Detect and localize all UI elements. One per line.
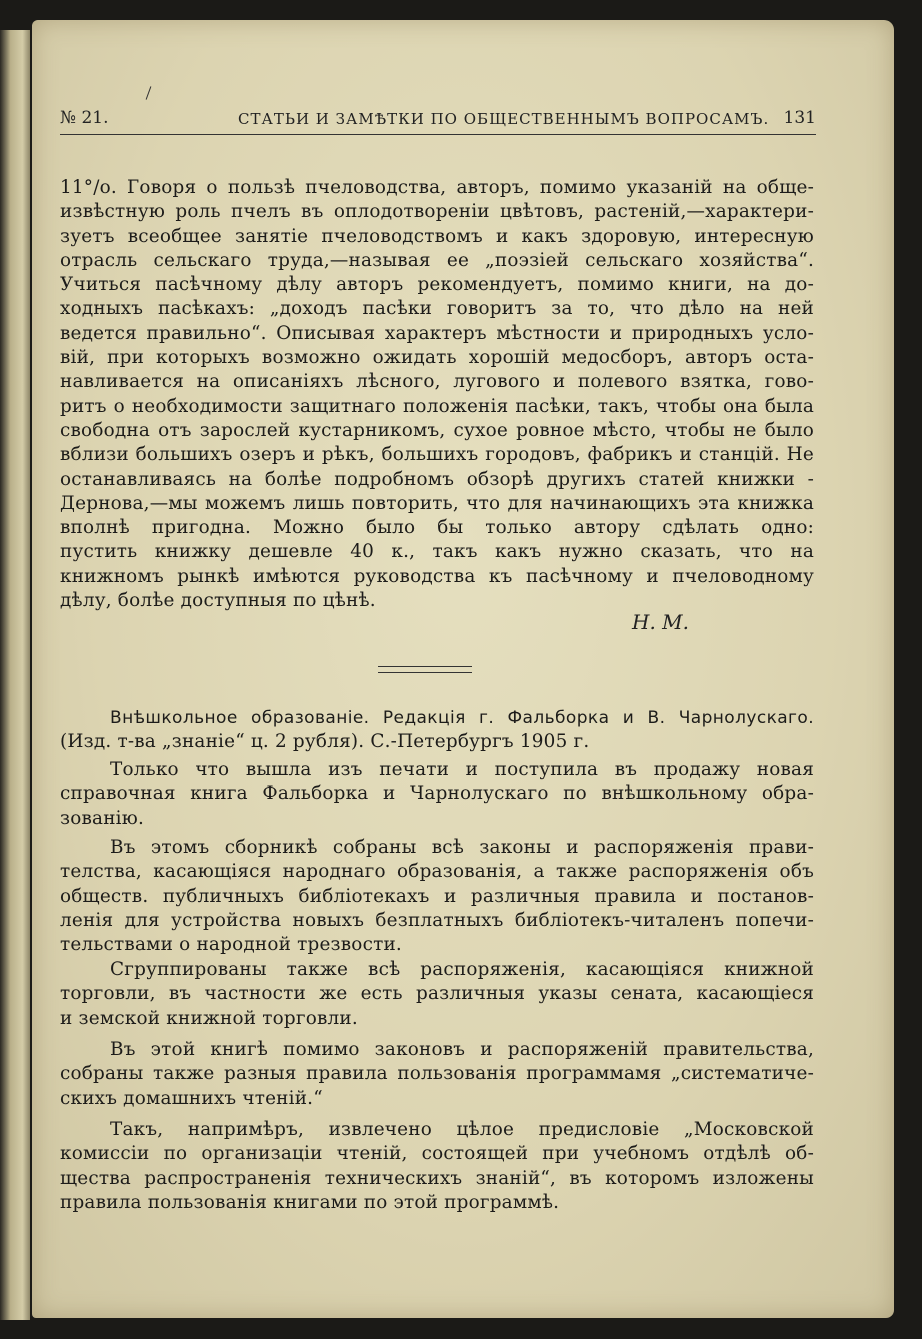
book-title-entry [60,706,814,755]
text-line: дѣлу, болѣе доступныя по цѣнѣ. [60,590,376,612]
text-line: скихъ домашнихъ чтеній.“ [60,1087,323,1109]
text-line: зованію. [60,807,145,829]
text-line: извѣстную роль пчелъ въ оплодотвореніи цвѣтовъ, растеній,—характери- [60,201,814,223]
text-line: Въ этой книгѣ помимо законовъ и распоряженій правительства, [110,1039,814,1060]
review-paragraph [60,836,814,957]
text-line: Учиться пасѣчному дѣлу авторъ рекомендуетъ, помимо книги, на до- [60,274,814,296]
author-signature: Н. М. [632,610,689,634]
text-line: тельствами о народной трезвости. [60,934,402,956]
text-line: отрасль сельскаго труда,—называя ее „поэзіей сельскаго хозяйства“. [60,249,814,271]
text-line: комиссіи по организаціи чтеній, состоящей при учебномъ отдѣлѣ об- [60,1143,814,1165]
text-line: Такъ, напримѣръ, извлечено цѣлое предисловіе „Московской [110,1119,814,1140]
text-line: вблизи большихъ озеръ и рѣкъ, большихъ городовъ, фабрикъ и станцій. Не [60,444,814,466]
text-line: останавливаясь на болѣе подробномъ обзорѣ другихъ статей книжки - [60,468,814,490]
text-line: свободна отъ зарослей кустарникомъ, сухое ровное мѣсто, чтобы не было [60,419,814,441]
text-line: ходныхъ пасѣкахъ: „доходъ пасѣки говоритъ за то, что дѣло на ней [60,298,814,320]
issue-number: № 21. [60,108,109,128]
review-paragraph [60,958,814,1031]
text-line: и земской книжной торговли. [60,1007,358,1029]
text-line: книжномъ рынкѣ имѣются руководства къ пасѣчному и пчеловодному [60,565,814,587]
text-line: Только что вышла изъ печати и поступила въ продажу новая [110,759,814,780]
text-line: Сгруппированы также всѣ распоряженія, касающіяся книжной [110,959,814,980]
book-title-line: Внѣшкольное образованіе. Редакція г. Фальборка и В. Чарнолускаго. [110,708,814,728]
section-divider [378,666,472,673]
page-number: 131 [783,108,816,128]
text-line: правила пользованія книгами по этой программѣ. [60,1191,560,1213]
section-title: СТАТЬИ И ЗАМѢТКИ ПО ОБЩЕСТВЕННЫМЪ ВОПРОСАМЪ. [238,110,770,128]
text-line: ленія для устройства новыхъ безплатныхъ библіотекъ-читаленъ попечи- [60,909,814,931]
book-imprint-line: (Изд. т-ва „знаніе“ ц. 2 рубля). С.-Петербургъ 1905 г. [60,731,590,753]
running-header [60,108,816,135]
review-paragraph [60,1118,814,1215]
text-line: телства, касающіяся народнаго образованія, а также распоряженія объ [60,861,814,883]
text-line: Въ этомъ сборникѣ собраны всѣ законы и распоряженія прави- [110,837,814,858]
text-line: ритъ о необходимости защитнаго положенія пасѣки, такъ, чтобы она была [60,395,814,417]
text-line: навливается на описаніяхъ лѣсного, лугового и полевого взятка, гово- [60,371,814,393]
text-line: пустить книжку дешевле 40 к., такъ какъ нужно сказать, что на [60,541,814,563]
text-line: обществ. публичныхъ библіотекахъ и различныя правила и постанов- [60,885,814,907]
text-line: Дернова,—мы можемъ лишь повторить, что для начинающихъ эта книжка [60,492,814,514]
text-line: собраны также разныя правила пользованія программамя „систематиче- [60,1063,814,1085]
book-page [32,20,894,1318]
text-line: вполнѣ пригодна. Можно было бы только автору сдѣлать одно: [60,517,814,539]
text-line: справочная книга Фальборка и Чарнолускаго по внѣшкольному обра- [60,783,814,805]
text-line: торговли, въ частности же есть различныя указы сената, касающіеся [60,983,814,1005]
text-line: зуетъ всеобщее занятіе пчеловодствомъ и какъ здоровую, интересную [60,225,814,247]
review-paragraph [60,1038,814,1111]
review-text-continuation [60,176,814,613]
pencil-mark [146,86,152,99]
previous-page-edge [0,30,30,1320]
text-line: 11°/о. Говоря о пользѣ пчеловодства, авторъ, помимо указаній на обще- [60,177,814,198]
text-line: ведется правильно“. Описывая характеръ мѣстности и природныхъ усло- [60,322,814,344]
review-paragraph [60,758,814,831]
text-line: щества распространенія техническихъ знаній“, въ которомъ изложены [60,1167,814,1189]
text-line: вій, при которыхъ возможно ожидать хорошій медосборъ, авторъ оста- [60,347,814,369]
